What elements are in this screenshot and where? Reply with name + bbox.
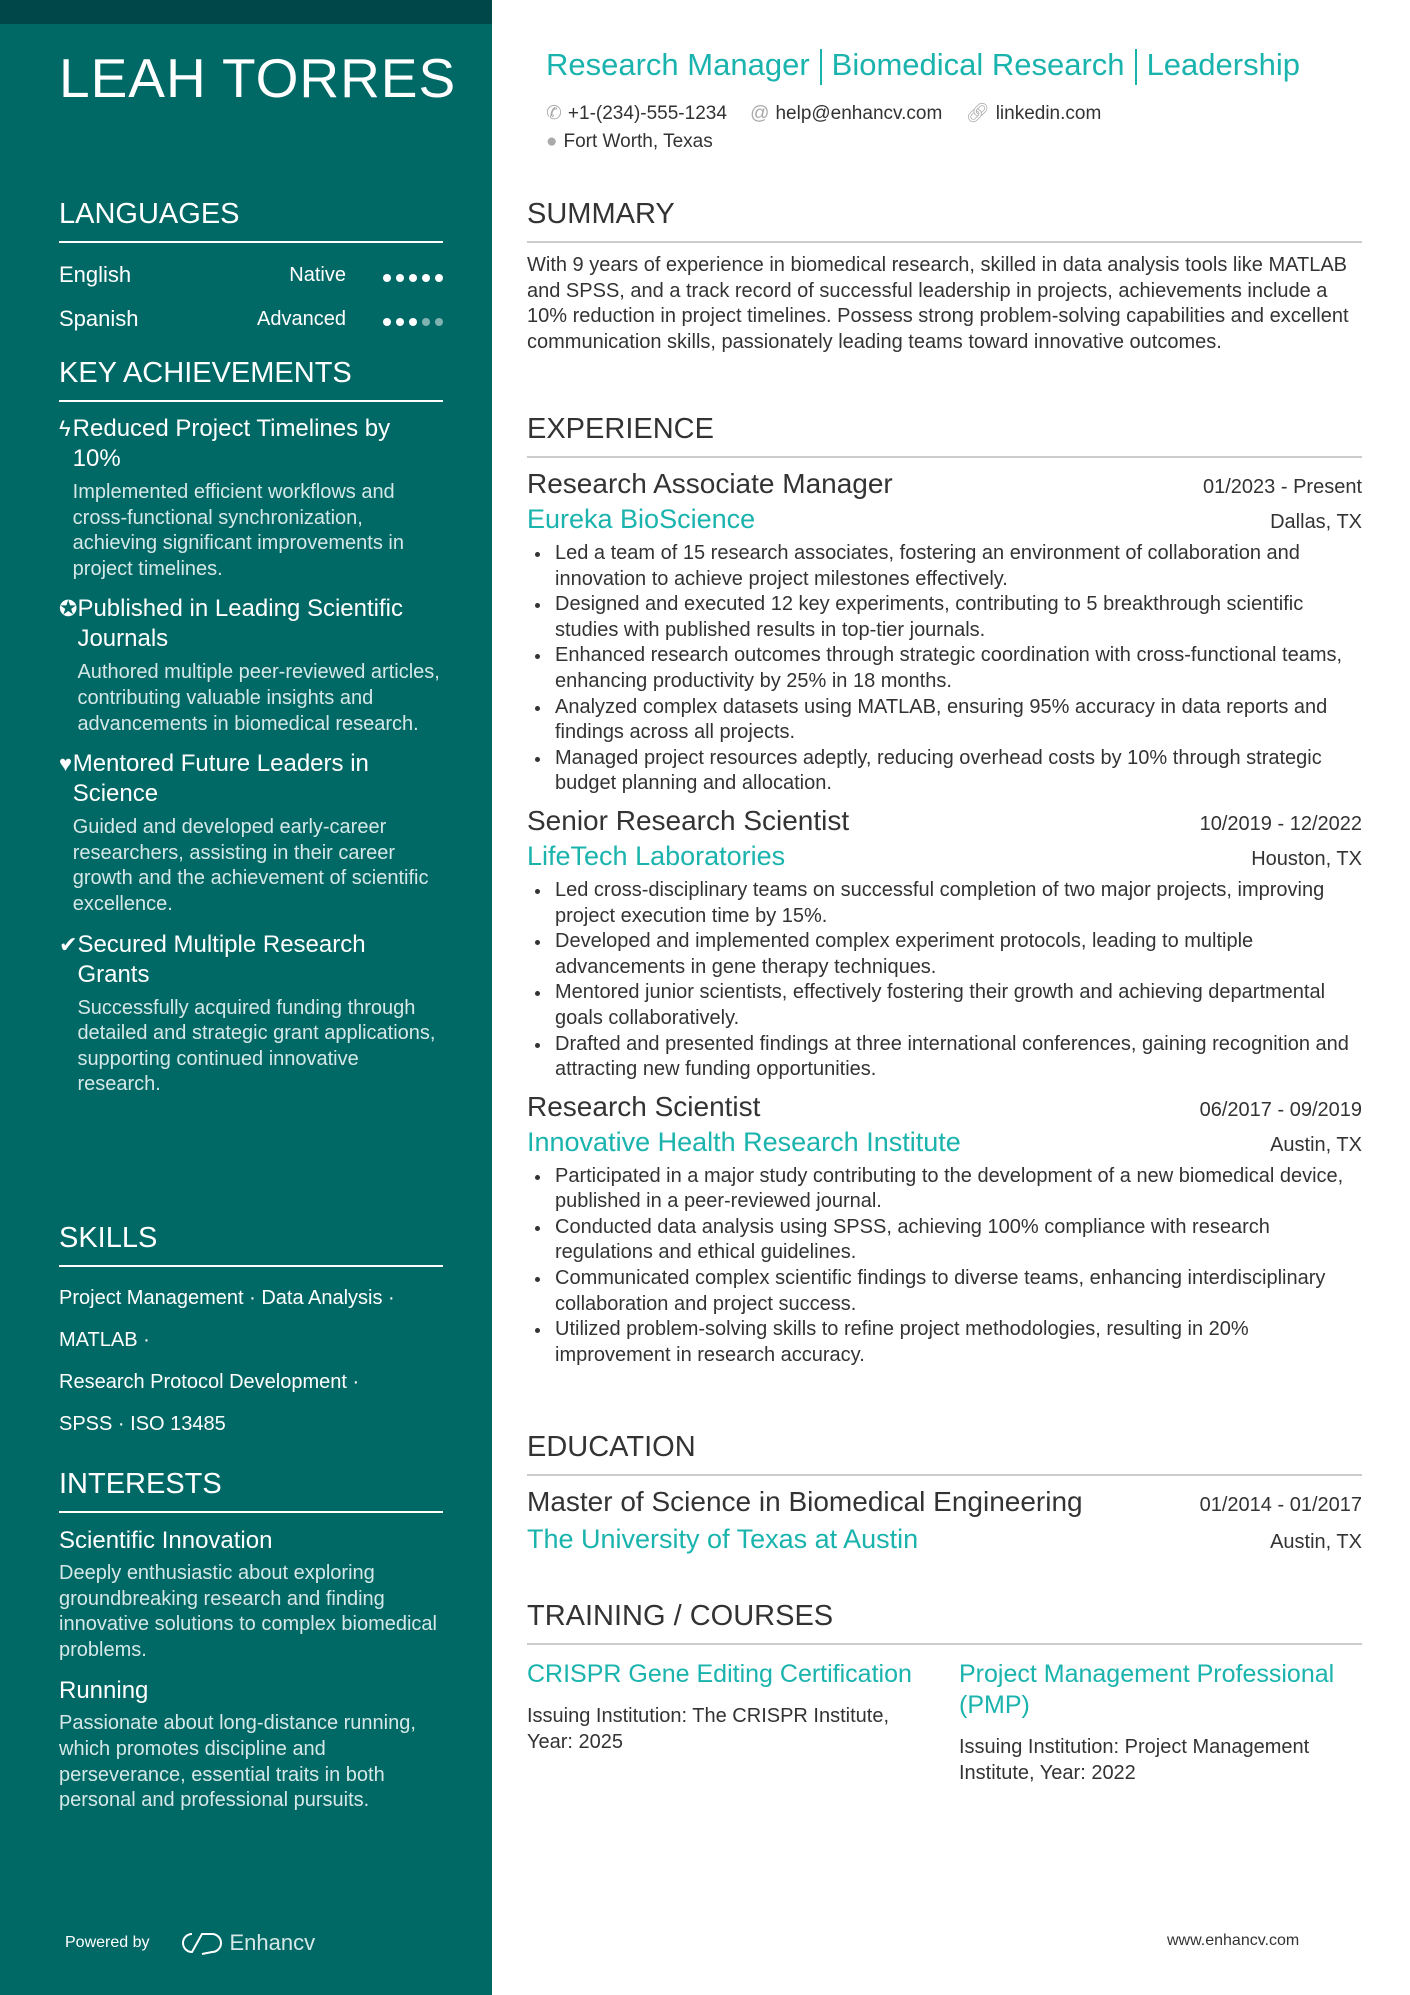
- job-bullet: Managed project resources adeptly, reducing overhead costs by 10% through strategic budget planning and allocation.: [527, 746, 1362, 797]
- level-dot: [396, 318, 404, 326]
- location: ● Fort Worth, Texas: [546, 131, 713, 152]
- phone-icon: ✆: [546, 103, 562, 124]
- training-section: [527, 1600, 1362, 1786]
- job-entry: [527, 805, 1362, 1083]
- job-title: Research Scientist: [527, 1090, 761, 1122]
- section-heading: SKILLS: [59, 1222, 443, 1267]
- level-dot: [396, 274, 404, 282]
- achievement-item: [59, 749, 443, 917]
- summary-section: [527, 198, 1362, 355]
- education-section: [527, 1431, 1362, 1555]
- section-heading: KEY ACHIEVEMENTS: [59, 357, 443, 402]
- achievement-title: Secured Multiple Research Grants: [77, 930, 366, 988]
- skills-line: Research Protocol Development ·: [59, 1371, 360, 1393]
- level-dots: [378, 262, 443, 288]
- skills-section: [59, 1222, 443, 1445]
- achievement-description: Successfully acquired funding through detailed and strategic grant applications, supporting continued innovative research.: [77, 996, 436, 1096]
- training-item: [527, 1659, 929, 1786]
- section-heading: LANGUAGES: [59, 198, 443, 243]
- company-name: Eureka BioScience: [527, 504, 756, 534]
- phone[interactable]: ✆ +1-(234)-555-1234: [546, 103, 727, 124]
- job-dates: 01/2023 - Present: [1203, 476, 1362, 498]
- achievement-description: Guided and developed early-career researchers, assisting in their career growth and the achievement of scientific excellence.: [72, 816, 429, 915]
- achievement-title: Reduced Project Timelines by 10%: [72, 415, 391, 472]
- job-entry: [527, 1091, 1362, 1369]
- job-location: Houston, TX: [1251, 847, 1362, 870]
- skills-line: MATLAB ·: [59, 1329, 150, 1351]
- achievement-item: [59, 594, 443, 737]
- level-dot: [383, 318, 391, 326]
- education-location: Austin, TX: [1270, 1531, 1362, 1553]
- achievement-description: Implemented efficient workflows and cross-functional synchronization, achieving significant improvements in project timelines.: [72, 481, 404, 580]
- job-bullet: Mentored junior scientists, effectively fostering their growth and achieving departmental goals collaboratively.: [527, 980, 1362, 1031]
- enhancv-logo[interactable]: [178, 1930, 316, 1956]
- brand-name: Enhancv: [229, 1930, 316, 1955]
- interest-description: Deeply enthusiastic about exploring groundbreaking research and finding innovative solutions to complex biomedical problems.: [59, 1562, 437, 1661]
- language-name: English: [59, 262, 132, 287]
- degree: Master of Science in Biomedical Engineering: [527, 1486, 1083, 1517]
- achievement-title: Mentored Future Leaders in Science: [72, 750, 369, 808]
- headline-role: Research Manager: [546, 47, 810, 82]
- section-heading: SUMMARY: [527, 198, 1362, 243]
- job-bullet: Conducted data analysis using SPSS, achieving 100% compliance with research regulations and ethical guidelines.: [527, 1215, 1362, 1266]
- language-item: [59, 253, 443, 297]
- training-title: CRISPR Gene Editing Certification: [527, 1660, 912, 1688]
- job-entry: [527, 468, 1362, 797]
- job-bullet: Designed and executed 12 key experiments, contributing to 5 breakthrough scientific studies with published results in top-tier journals.: [527, 592, 1362, 643]
- job-dates: 06/2017 - 09/2019: [1199, 1098, 1362, 1121]
- headline: [546, 47, 1300, 85]
- top-band: [0, 0, 492, 24]
- level-dot: [409, 318, 417, 326]
- training-description: Issuing Institution: The CRISPR Institute, Year: 2025: [527, 1705, 890, 1753]
- headline-skill: Leadership: [1146, 47, 1300, 82]
- achievements-section: [59, 357, 443, 1098]
- location-pin-icon: ●: [546, 131, 558, 152]
- job-title: Senior Research Scientist: [527, 804, 850, 836]
- award-icon: ✪: [59, 596, 78, 622]
- job-bullet: Led a team of 15 research associates, fostering an environment of collaboration and innovation to achieve project milestones effectively.: [527, 541, 1362, 592]
- level-dot: [435, 318, 443, 326]
- language-level: Native: [289, 263, 346, 286]
- interests-section: [59, 1468, 443, 1814]
- interest-item: [59, 1527, 443, 1663]
- email[interactable]: @ help@enhancv.com: [750, 103, 943, 124]
- company-name: Innovative Health Research Institute: [527, 1126, 961, 1157]
- heart-icon: ♥: [59, 751, 73, 777]
- interest-title: Running: [59, 1677, 149, 1705]
- summary-text: With 9 years of experience in biomedical research, skilled in data analysis tools like MATLAB and SPSS, and a track record of successful leadership in projects, achievements include a 10% reduction in project timelines. Possess strong problem-solving capabilities and excellent communication skills, passionately leading teams toward innovative outcomes.: [527, 254, 1349, 353]
- website-url[interactable]: www.enhancv.com: [1167, 1932, 1300, 1949]
- achievement-item: [59, 414, 443, 582]
- job-bullets: [527, 1164, 1362, 1369]
- level-dot: [435, 274, 443, 282]
- training-item: [959, 1659, 1361, 1786]
- job-bullet: Participated in a major study contributing to the development of a new biomedical device, published in a peer-reviewed journal.: [527, 1164, 1362, 1215]
- main-content: [527, 0, 1362, 1995]
- school: The University of Texas at Austin: [527, 1524, 919, 1554]
- job-bullets: [527, 878, 1362, 1083]
- headline-field: Biomedical Research: [831, 47, 1125, 82]
- job-location: Dallas, TX: [1270, 511, 1362, 533]
- education-dates: 01/2014 - 01/2017: [1199, 1494, 1362, 1516]
- interest-item: [59, 1677, 443, 1813]
- training-description: Issuing Institution: Project Management Institute, Year: 2022: [959, 1736, 1310, 1784]
- interest-description: Passionate about long-distance running, which promotes discipline and perseverance, essential traits in both personal and professional pursuits.: [59, 1712, 416, 1812]
- achievement-item: [59, 930, 443, 1098]
- job-title: Research Associate Manager: [527, 468, 893, 499]
- candidate-name: LEAH TORRES: [59, 47, 457, 109]
- company-name: LifeTech Laboratories: [527, 840, 786, 871]
- level-dot: [409, 274, 417, 282]
- section-heading: INTERESTS: [59, 1468, 443, 1513]
- level-dot: [422, 274, 430, 282]
- job-bullet: Led cross-disciplinary teams on successful completion of two major projects, improving project execution time by 15%.: [527, 878, 1362, 929]
- language-name: Spanish: [59, 306, 139, 331]
- achievement-title: Published in Leading Scientific Journals: [77, 595, 403, 653]
- training-title: Project Management Professional (PMP): [959, 1660, 1335, 1719]
- section-heading: EDUCATION: [527, 1431, 1362, 1476]
- job-bullet: Communicated complex scientific findings to diverse teams, enhancing interdisciplinary collaboration and project success.: [527, 1266, 1362, 1317]
- job-dates: 10/2019 - 12/2022: [1199, 812, 1362, 835]
- language-item: [59, 297, 443, 341]
- lightning-icon: ϟ: [59, 416, 71, 441]
- job-bullets: [527, 541, 1362, 797]
- skills-line: SPSS · ISO 13485: [59, 1413, 226, 1435]
- level-dot: [422, 318, 430, 326]
- check-icon: ✔: [59, 931, 78, 957]
- languages-section: [59, 198, 443, 341]
- enhancv-logo-icon: [178, 1930, 224, 1956]
- job-location: Austin, TX: [1270, 1133, 1362, 1156]
- job-bullet: Drafted and presented findings at three international conferences, gaining recognition and attracting new funding opportunities.: [527, 1032, 1362, 1083]
- experience-section: [527, 413, 1362, 1368]
- level-dots: [378, 306, 443, 332]
- skills-line: Project Management · Data Analysis ·: [59, 1287, 395, 1309]
- powered-by: [65, 1930, 315, 1956]
- section-heading: TRAINING / COURSES: [527, 1600, 1362, 1645]
- achievement-description: Authored multiple peer-reviewed articles, contributing valuable insights and advancements in biomedical research.: [77, 661, 440, 735]
- job-bullet: Developed and implemented complex experiment protocols, leading to multiple advancements in gene therapy techniques.: [527, 929, 1362, 980]
- at-icon: @: [750, 103, 770, 124]
- section-heading: EXPERIENCE: [527, 413, 1362, 458]
- job-bullet: Analyzed complex datasets using MATLAB, ensuring 95% accuracy in data reports and findings across all projects.: [527, 695, 1362, 746]
- job-bullet: Enhanced research outcomes through strategic coordination with cross-functional teams, enhancing productivity by 25% in 18 months.: [527, 643, 1362, 694]
- sidebar: [0, 0, 492, 1995]
- language-level: Advanced: [257, 307, 346, 330]
- interest-title: Scientific Innovation: [59, 1527, 273, 1554]
- link[interactable]: 🔗︎ linkedin.com: [965, 103, 1102, 124]
- job-bullet: Utilized problem-solving skills to refine project methodologies, resulting in 20% improvement in research accuracy.: [527, 1317, 1362, 1368]
- level-dot: [383, 274, 391, 282]
- contact-info: [546, 100, 1246, 156]
- powered-by-label: Powered by: [65, 1934, 150, 1951]
- link-icon: 🔗︎: [965, 103, 990, 124]
